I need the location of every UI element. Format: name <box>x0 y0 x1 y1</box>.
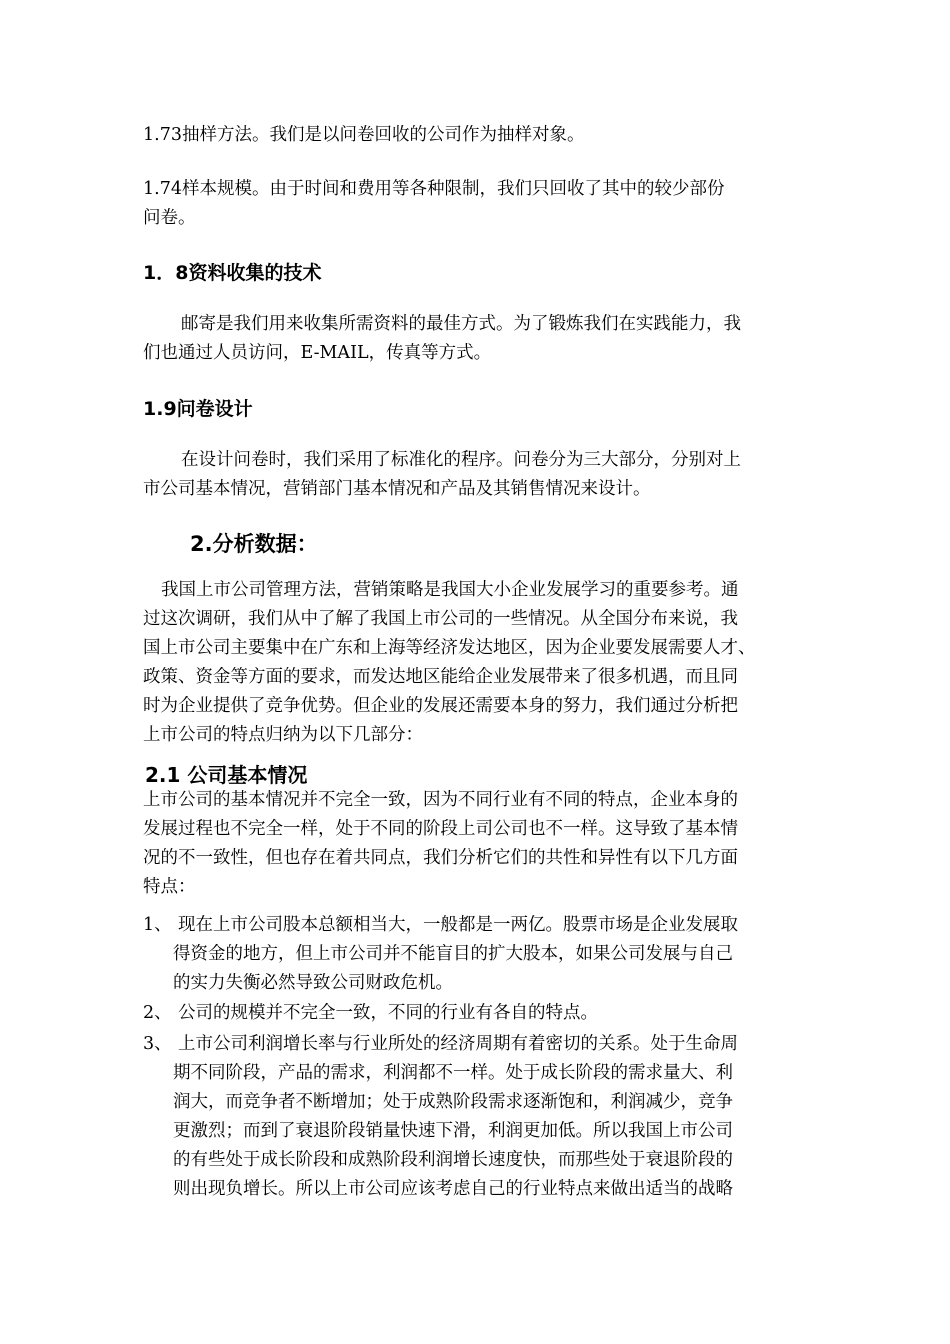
text-line: 政策、资金等方面的要求，而发达地区能给企业发展带来了很多机遇，而且同 <box>143 667 738 687</box>
paragraph-1-9 <box>143 446 815 504</box>
text-line: 们也通过人员访问，E-MAIL，传真等方式。 <box>143 343 492 363</box>
text-line: 特点： <box>143 877 196 897</box>
text-line: 时为企业提供了竞争优势。但企业的发展还需要本身的努力，我们通过分析把 <box>143 696 738 716</box>
text-line: 现在上市公司股本总额相当大，一般都是一两亿。股票市场是企业发展取 <box>178 915 738 935</box>
text-line: 上市公司利润增长率与行业所处的经济周期有着密切的关系。处于生命周 <box>178 1034 738 1054</box>
text-line: 的有些处于成长阶段和成熟阶段利润增长速度快，而那些处于衰退阶段的 <box>173 1150 733 1170</box>
list-item-number: 1、 <box>143 915 172 935</box>
list-item-number: 2、 <box>143 1003 172 1023</box>
paragraph-1-8 <box>143 310 815 368</box>
text-line: 则出现负增长。所以上市公司应该考虑自己的行业特点来做出适当的战略 <box>173 1179 733 1199</box>
text-line: 市公司基本情况，营销部门基本情况和产品及其销售情况来设计。 <box>143 479 651 499</box>
text-line: 的实力失衡必然导致公司财政危机。 <box>173 973 453 993</box>
text-line: 邮寄是我们用来收集所需资料的最佳方式。为了锻炼我们在实践能力，我 <box>181 314 741 334</box>
list-item <box>173 911 738 998</box>
paragraph-1-73 <box>143 121 815 150</box>
text-line: 上市公司的特点归纳为以下几部分： <box>143 725 423 745</box>
text-line: 问卷。 <box>143 208 196 228</box>
list-item <box>173 1030 738 1204</box>
heading-2: 2.分析数据： <box>190 532 318 556</box>
text-line: 国上市公司主要集中在广东和上海等经济发达地区，因为企业要发展需要人才、 <box>143 638 756 658</box>
text-line: 润大，而竞争者不断增加；处于成熟阶段需求逐渐饱和，利润减少，竞争 <box>173 1092 733 1112</box>
text-line: 更激烈；而到了衰退阶段销量快速下滑，利润更加低。所以我国上市公司 <box>173 1121 733 1141</box>
text-line: 发展过程也不完全一样，处于不同的阶段上司公司也不一样。这导致了基本情 <box>143 819 738 839</box>
text-line: 在设计问卷时，我们采用了标准化的程序。问卷分为三大部分，分别对上 <box>181 450 741 470</box>
text-line: 得资金的地方，但上市公司并不能盲目的扩大股本，如果公司发展与自己 <box>173 944 733 964</box>
paragraph-1-74 <box>143 175 815 233</box>
text-line: 公司的规模并不完全一致，不同的行业有各自的特点。 <box>178 1003 598 1023</box>
text-line: 我国上市公司管理方法，营销策略是我国大小企业发展学习的重要参考。通 <box>161 580 739 600</box>
text-line: 1.73抽样方法。我们是以问卷回收的公司作为抽样对象。 <box>143 125 585 145</box>
text-line: 期不同阶段，产品的需求，利润都不一样。处于成长阶段的需求量大、利 <box>173 1063 733 1083</box>
paragraph-2 <box>143 576 815 750</box>
paragraph-2-1 <box>143 786 815 902</box>
list-item <box>173 999 598 1028</box>
heading-1-8: 1．8资料收集的技术 <box>143 262 322 284</box>
text-line: 上市公司的基本情况并不完全一致，因为不同行业有不同的特点，企业本身的 <box>143 790 738 810</box>
heading-2-1: 2.1 公司基本情况 <box>145 763 308 787</box>
text-line: 况的不一致性，但也存在着共同点，我们分析它们的共性和异性有以下几方面 <box>143 848 738 868</box>
list-item-number: 3、 <box>143 1034 172 1054</box>
heading-1-9: 1.9问卷设计 <box>143 398 253 420</box>
text-line: 过这次调研，我们从中了解了我国上市公司的一些情况。从全国分布来说，我 <box>143 609 738 629</box>
text-line: 1.74样本规模。由于时间和费用等各种限制，我们只回收了其中的较少部份 <box>143 179 725 199</box>
